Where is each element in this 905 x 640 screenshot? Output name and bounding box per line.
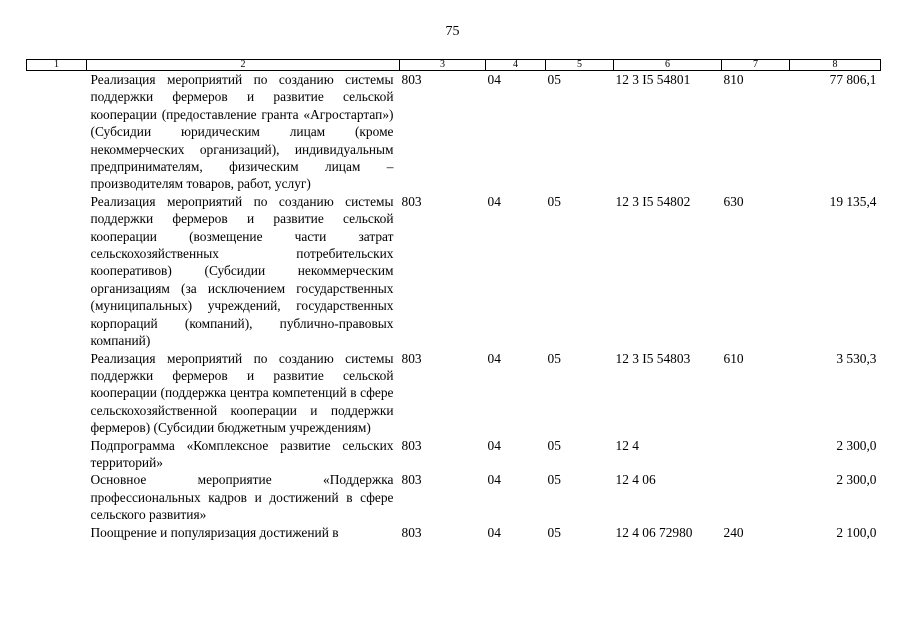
header-col-1: 1 — [27, 60, 87, 71]
subsection-code: 05 — [547, 437, 561, 453]
subsection-code: 05 — [547, 524, 561, 540]
row-number-cell — [27, 71, 87, 193]
item-name: Поощрение и популяризация достижений в — [90, 524, 339, 540]
amount: 77 806,1 — [829, 72, 877, 87]
page-number: 75 — [445, 24, 460, 39]
section-code: 04 — [487, 472, 501, 488]
ministry-code: 803 — [401, 72, 422, 87]
header-row — [27, 60, 881, 71]
expense-type-code: 240 — [723, 524, 744, 540]
row-number-cell — [27, 350, 87, 437]
header-col-7: 7 — [722, 60, 790, 71]
expense-type-code — [722, 471, 790, 523]
table-row — [27, 71, 881, 193]
expense-type-code: 630 — [723, 193, 744, 209]
amount: 2 300,0 — [836, 472, 877, 488]
ministry-code: 803 — [401, 193, 422, 209]
item-name: Реализация мероприятий по созданию системы поддержки фермеров и развитие сельской кооперации (возмещение части затрат сельскохозяйственных потребительских кооперативов) (Субсидии некоммерческим организациям (за исключением государственных (муниципальных) учреждений, государственных корпораций (компаний), публично-правовых компаний) — [90, 193, 394, 349]
row-number-cell — [27, 524, 87, 541]
header-col-2: 2 — [87, 60, 400, 71]
row-number-cell — [27, 193, 87, 350]
amount: 19 135,4 — [829, 193, 877, 209]
table-row — [27, 350, 881, 437]
item-name: Подпрограмма «Комплексное развитие сельских территорий» — [90, 437, 394, 470]
ministry-code: 803 — [401, 524, 422, 540]
target-article-code: 12 4 06 72980 — [615, 524, 693, 540]
amount: 2 100,0 — [836, 524, 877, 540]
header-col-4: 4 — [486, 60, 546, 71]
row-number-cell — [27, 437, 87, 472]
table-row — [27, 193, 881, 350]
expense-type-code: 810 — [723, 72, 744, 87]
header-col-6: 6 — [614, 60, 722, 71]
target-article-code: 12 4 06 — [615, 472, 656, 488]
section-code: 04 — [487, 524, 501, 540]
target-article-code: 12 4 — [615, 437, 639, 453]
header-col-3: 3 — [400, 60, 486, 71]
section-code: 04 — [487, 72, 501, 87]
header-col-8: 8 — [790, 60, 881, 71]
subsection-code: 05 — [547, 350, 561, 366]
amount: 3 530,3 — [836, 350, 877, 366]
item-name: Основное мероприятие «Поддержка профессиональных кадров и достижений в сфере сельского развития» — [90, 472, 394, 523]
expense-type-code: 610 — [723, 350, 744, 366]
table-row — [27, 437, 881, 472]
subsection-code: 05 — [547, 193, 561, 209]
item-name: Реализация мероприятий по созданию системы поддержки фермеров и развитие сельской кооперации (предоставление гранта «Агростартап») (Субсидии юридическим лицам (кроме некоммерческих организаций), индивидуальным предпринимателям, физическим лицам – производителям товаров, работ, услуг) — [90, 72, 394, 192]
target-article-code: 12 3 I5 54801 — [615, 72, 691, 87]
ministry-code: 803 — [401, 350, 422, 366]
ministry-code: 803 — [401, 437, 422, 453]
subsection-code: 05 — [547, 472, 561, 488]
target-article-code: 12 3 I5 54802 — [615, 193, 691, 209]
amount: 2 300,0 — [836, 437, 877, 453]
header-col-5: 5 — [546, 60, 614, 71]
table-row — [27, 471, 881, 523]
subsection-code: 05 — [547, 72, 561, 87]
section-code: 04 — [487, 437, 501, 453]
section-code: 04 — [487, 350, 501, 366]
target-article-code: 12 3 I5 54803 — [615, 350, 691, 366]
row-number-cell — [27, 471, 87, 523]
table-row — [27, 524, 881, 541]
budget-table — [26, 59, 881, 541]
ministry-code: 803 — [401, 472, 422, 488]
item-name: Реализация мероприятий по созданию системы поддержки фермеров и развитие сельской кооперации (поддержка центра компетенций в сфере сельскохозяйственной кооперации и поддержки фермеров) (Субсидии бюджетным учреждениям) — [90, 350, 394, 436]
section-code: 04 — [487, 193, 501, 209]
expense-type-code — [722, 437, 790, 472]
